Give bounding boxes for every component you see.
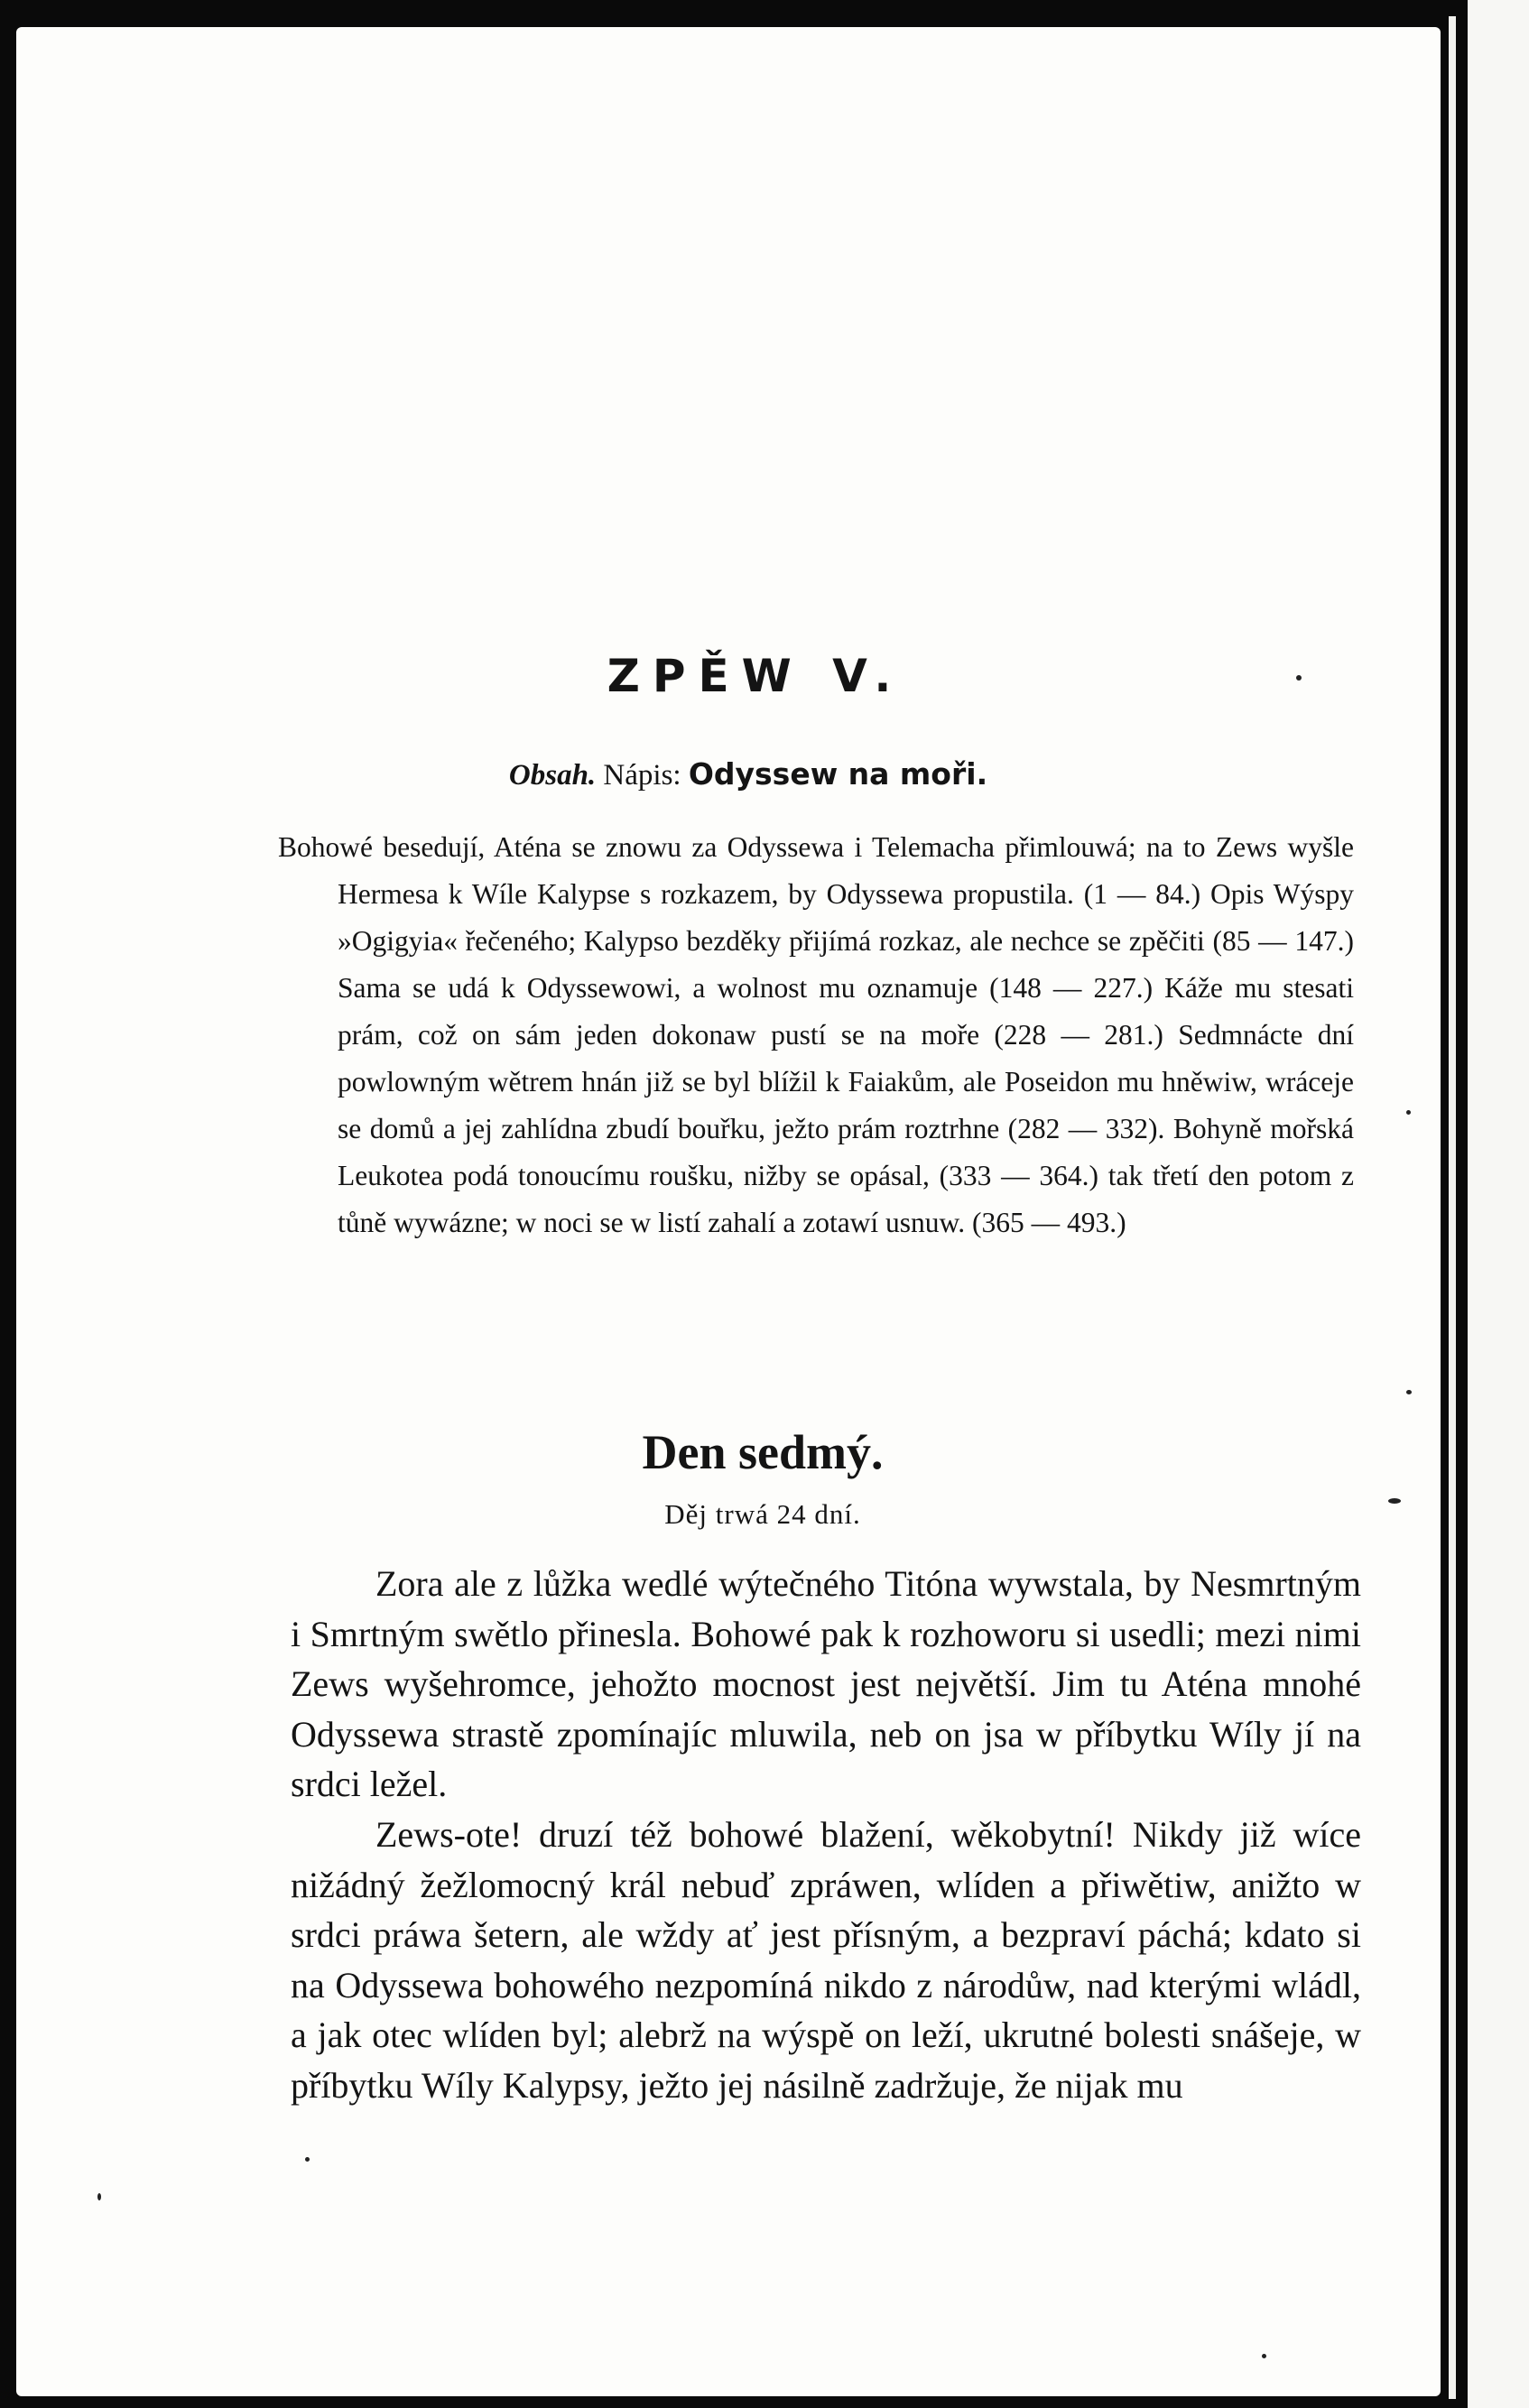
summary-text: Bohowé besedují, Aténa se znowu za Odyssewa i Telemacha přimlouwá; na to Zews wyšle Hermesa k Wíle Kalypse s rozkazem, by Odyssewa propustila. (1 — 84.) Opis Wýspy »Ogigyia« řečeného; Kalypso bezděky přijímá rozkaz, ale nechce se zpěčiti (85 — 147.) Sama se udá k Odyssewowi, a wolnost mu oznamuje (148 — 227.) Káže mu stesati prám, což on sám jeden dokonaw pustí se na moře (228 — 281.) Sedmnácte dní powlowným wětrem hnán již se byl blížil k Faiakům, ale Poseidon mu hněwiw, wráceje se domů a jej zahlídna zbudí bouřku, ježto prám roztrhne (282 — 332). Bohyně mořská Leukotea podá tonoucímu roušku, nižby se opásal, (333 — 364.) tak třetí den potom z tůně wywázne; w noci se w listí zahalí a zotawí usnuw. (365 — 493.) <box>278 831 1354 1238</box>
summary-title: Odyssew na moři. <box>688 756 988 792</box>
paragraph: Zora ale z lůžka wedlé wýtečného Titóna wywstala, by Nesmrtným i Smrtným swětlo přinesla. Bohowé pak k rozhoworu si usedli; mezi nimi Zews wyšehromce, jehožto mocnost jest největší. Jim tu Aténa mnohé Odyssewa strastě zpomínajíc mluwila, neb on jsa w příbytku Wíly jí na srdci ležel. <box>291 1563 1361 1805</box>
book-page <box>16 27 1441 2396</box>
summary-label: Obsah. <box>508 759 597 792</box>
adjacent-page <box>1468 0 1529 2408</box>
scan-speck <box>1406 1390 1412 1394</box>
page-content <box>16 27 1441 2396</box>
scan-speck <box>97 2193 101 2200</box>
scan-speck <box>1296 675 1302 681</box>
day-duration: Děj trwá 24 dní. <box>664 1498 861 1530</box>
day-title: Den sedmý. <box>642 1425 884 1479</box>
scan-speck <box>1262 2354 1266 2358</box>
summary-title-prefix: Nápis: <box>603 759 681 792</box>
summary-heading <box>36 756 1460 792</box>
scan-speck <box>1406 1110 1411 1115</box>
body-text <box>291 1559 1361 2111</box>
canto-title: ZPĚW V. <box>607 650 904 702</box>
paragraph: Zews-ote! druzí též bohowé blažení, wěkobytní! Nikdy již wíce nižádný žežlomocný král nebuď zpráwen, wlíden a přiwětiw, anižto w srdci práwa šetern, ale wždy ať jest přísným, a bezpraví páchá; kdato si na Odyssewa bohowého nezpomíná nikdo z národůw, nad kterými wládl, a jak otec wlíden byl; alebrž na wýspě on leží, ukrutné bolesti snášeje, w příbytku Wíly Kalypsy, ježto jej násilně zadržuje, že nijak mu <box>291 1813 1361 2106</box>
adjacent-page-edge <box>1449 16 1456 2399</box>
scan-speck <box>305 2157 310 2162</box>
scan-speck <box>1388 1498 1401 1504</box>
